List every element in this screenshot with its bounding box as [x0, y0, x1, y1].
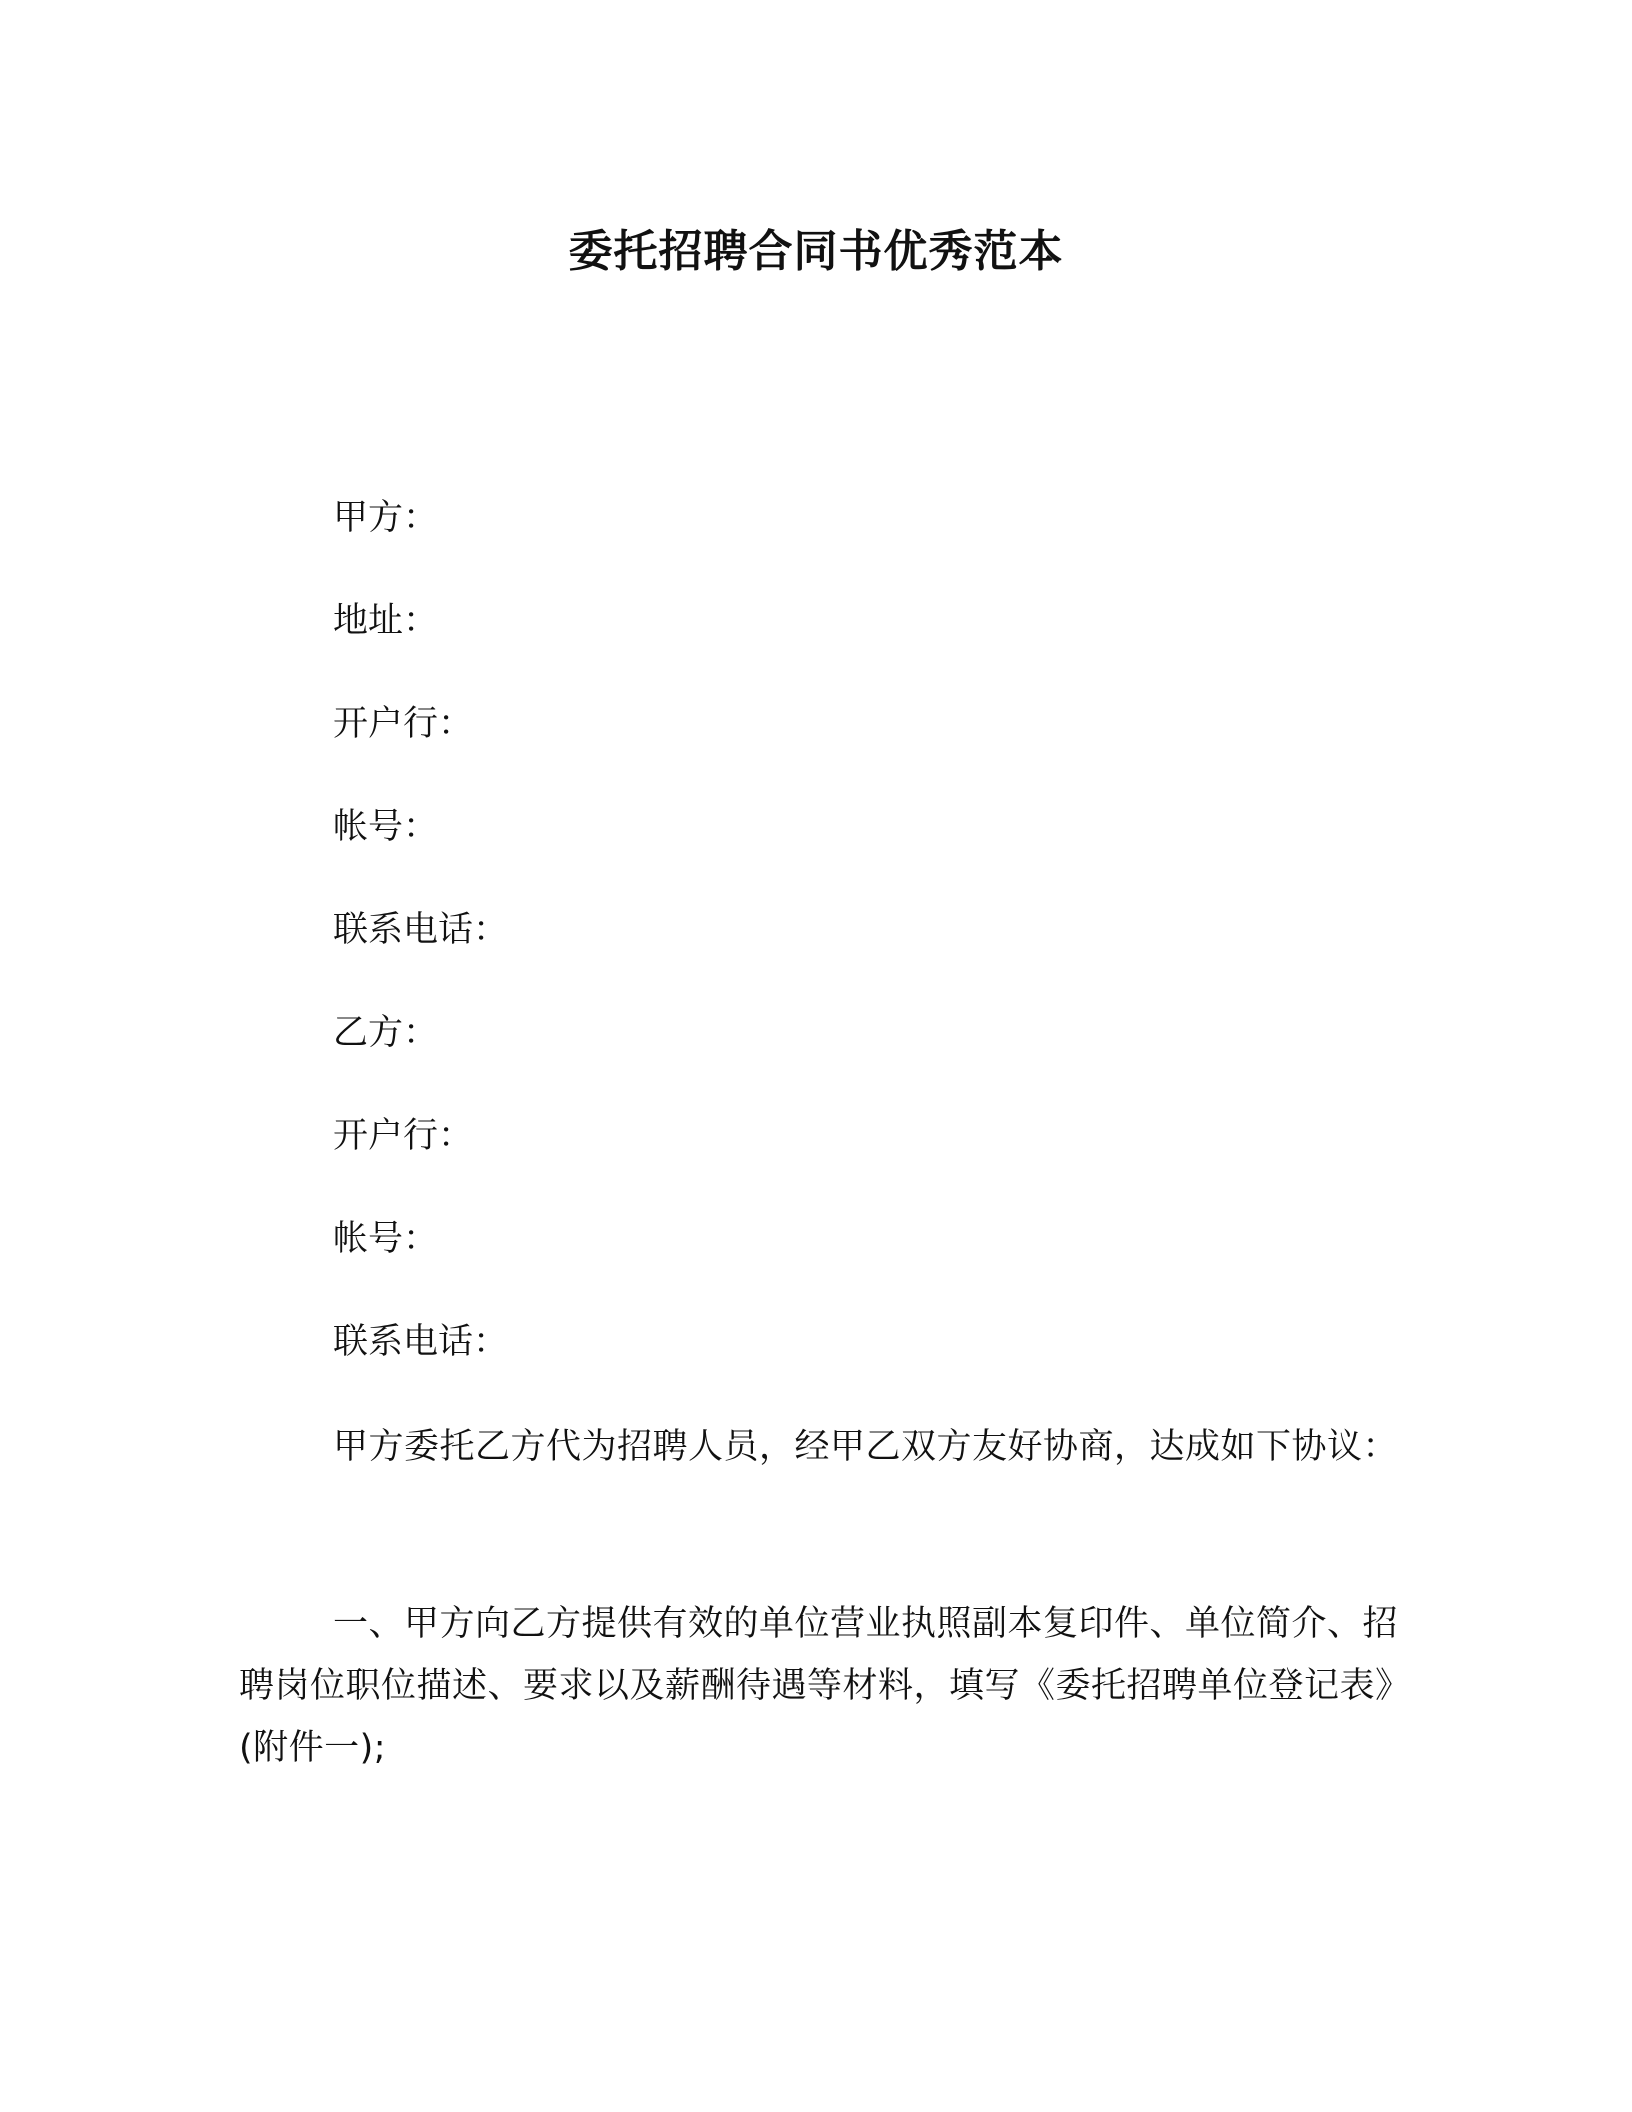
field-phone-a: 联系电话：: [333, 910, 509, 950]
field-bank-b: 开户行：: [333, 1116, 474, 1156]
field-address: 地址：: [333, 601, 439, 641]
field-account-b: 帐号：: [333, 1219, 439, 1259]
field-account-a: 帐号：: [333, 807, 439, 847]
paragraph-intro: 甲方委托乙方代为招聘人员，经甲乙双方友好协商，达成如下协议：: [333, 1427, 1399, 1467]
document-title: 委托招聘合同书优秀范本: [568, 226, 1064, 277]
field-bank-a: 开户行：: [333, 704, 474, 744]
field-phone-b: 联系电话：: [333, 1322, 509, 1362]
field-party-b: 乙方：: [333, 1013, 439, 1053]
field-party-a: 甲方：: [333, 498, 439, 538]
paragraph-clause-1: 一、甲方向乙方提供有效的单位营业执照副本复印件、单位简介、招聘岗位职位描述、要求以及薪酬待遇等材料，填写《委托招聘单位登记表》(附件一);: [239, 1604, 1399, 1768]
